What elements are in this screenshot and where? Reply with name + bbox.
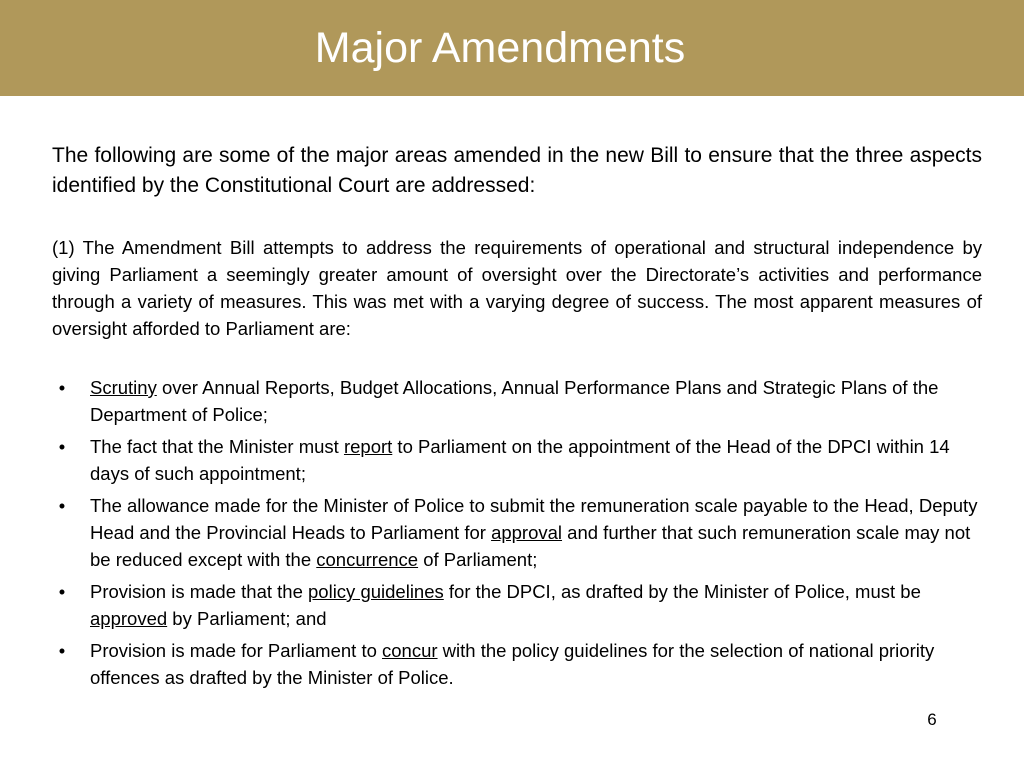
list-item-remuneration bbox=[52, 492, 982, 573]
item-text: of Parliament; bbox=[418, 549, 538, 570]
item-text: and further that such remuneration scale may not be reduced except with the bbox=[90, 522, 971, 570]
item-text: by Parliament; and bbox=[167, 608, 327, 629]
bullet-icon: • bbox=[58, 495, 66, 516]
item-text: Provision is made for Parliament to bbox=[90, 640, 383, 661]
page-number: 6 bbox=[927, 710, 937, 729]
intro-text: The following are some of the major areas amended in the new Bill to ensure that the three aspects identified by the Constitutional Court are addressed: bbox=[52, 144, 982, 197]
underlined-term: concurrence bbox=[316, 549, 419, 570]
slide-title: Major Amendments bbox=[314, 24, 686, 72]
underlined-term: approved bbox=[90, 608, 168, 629]
bullet-icon: • bbox=[58, 436, 66, 457]
title-bar bbox=[0, 0, 1024, 96]
underlined-term: approval bbox=[491, 522, 563, 543]
item-text: over Annual Reports, Budget Allocations, Annual Performance Plans and Strategic Plans of the Department of Police; bbox=[90, 377, 939, 425]
underlined-term: concur bbox=[382, 640, 438, 661]
item-text: The allowance made for the Minister of Police to submit the remuneration scale payable to the Head, Deputy Head and the Provincial Heads to Parliament for bbox=[90, 495, 978, 543]
underlined-term: policy guidelines bbox=[308, 581, 444, 602]
underlined-term: report bbox=[343, 436, 393, 457]
item-text: with the policy guidelines for the selection of national priority offences as drafted by the Minister of Police. bbox=[90, 640, 935, 688]
list-item-policy-guidelines bbox=[52, 578, 982, 632]
list-item-report bbox=[52, 433, 982, 487]
list-item-concur bbox=[52, 637, 982, 691]
oversight-measures-list bbox=[52, 374, 982, 696]
item-text: for the DPCI, as drafted by the Minister of Police, must be bbox=[443, 581, 921, 602]
list-item-scrutiny bbox=[52, 374, 982, 428]
bullet-icon: • bbox=[58, 640, 66, 661]
bullet-icon: • bbox=[58, 377, 66, 398]
item-text: The fact that the Minister must bbox=[90, 436, 344, 457]
item-text: to Parliament on the appointment of the Head of the DPCI within 14 days of such appointment; bbox=[90, 436, 950, 484]
paragraph-1: (1) The Amendment Bill attempts to address the requirements of operational and structural independence by giving Parliament a seemingly greater amount of oversight over the Directorate’s activities and performance through a variety of measures. This was met with a varying degree of success. The most apparent measures of oversight afforded to Parliament are: bbox=[52, 237, 982, 339]
bullet-icon: • bbox=[58, 581, 66, 602]
underlined-term: Scrutiny bbox=[90, 377, 157, 398]
item-text: Provision is made that the bbox=[90, 581, 308, 602]
